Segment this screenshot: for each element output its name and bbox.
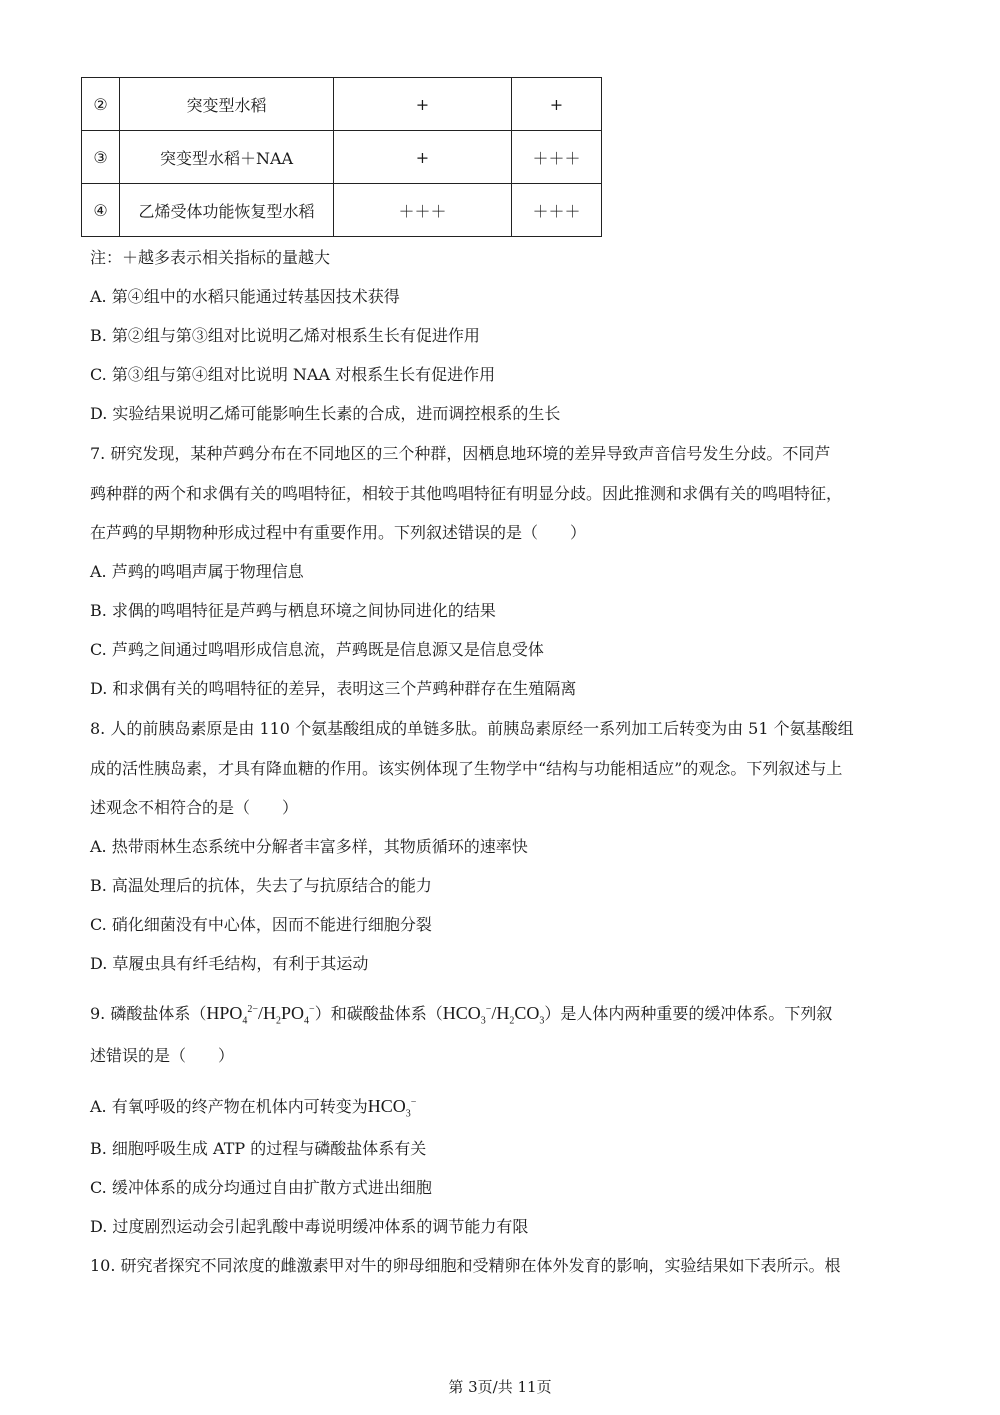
q7-option-c: C. 芦鹀之间通过鸣唱形成信息流，芦鹀既是信息源又是信息受体 bbox=[90, 640, 544, 659]
q9-stem-line-1 bbox=[90, 1000, 920, 1032]
indicator-1: + bbox=[334, 78, 512, 131]
table-row bbox=[82, 78, 602, 131]
hco3-formula bbox=[367, 1096, 417, 1120]
formula-sub: 3 bbox=[480, 1015, 486, 1027]
formula-text: H bbox=[263, 1003, 277, 1023]
q7-stem-line-2: 鹀种群的两个和求偶有关的鸣唱特征，相较于其他鸣唱特征有明显分歧。因此推测和求偶有关的鸣唱特征， bbox=[90, 484, 843, 503]
q9-option-a bbox=[90, 1093, 920, 1125]
group-material: 突变型水稻＋NAA bbox=[120, 131, 334, 184]
formula-sup: − bbox=[485, 1004, 492, 1015]
formula-sub: 4 bbox=[242, 1015, 248, 1027]
q7-stem-line-1: 7. 研究发现，某种芦鹀分布在不同地区的三个种群，因栖息地环境的差异导致声音信号发生分歧。不同芦 bbox=[90, 444, 831, 463]
q9-option-b: B. 细胞呼吸生成 ATP 的过程与磷酸盐体系有关 bbox=[90, 1139, 427, 1158]
hpo4-formula bbox=[206, 1003, 315, 1027]
q8-stem-line-2: 成的活性胰岛素，才具有降血糖的作用。该实例体现了生物学中“结构与功能相适应”的观念。下列叙述与上 bbox=[90, 759, 843, 778]
formula-sub: 4 bbox=[304, 1015, 310, 1027]
q8-option-a: A. 热带雨林生态系统中分解者丰富多样，其物质循环的速率快 bbox=[90, 837, 528, 856]
table-row bbox=[82, 184, 602, 237]
group-material: 乙烯受体功能恢复型水稻 bbox=[120, 184, 334, 237]
q9-stem-part-2: ）和碳酸盐体系（ bbox=[314, 1004, 443, 1023]
q6-option-b: B. 第②组与第③组对比说明乙烯对根系生长有促进作用 bbox=[90, 326, 480, 345]
indicator-2: ＋＋＋ bbox=[512, 184, 602, 237]
formula-slash: / bbox=[258, 1003, 264, 1023]
q7-option-d: D. 和求偶有关的鸣唱特征的差异，表明这三个芦鹀种群存在生殖隔离 bbox=[90, 679, 577, 698]
formula-text: CO bbox=[514, 1003, 540, 1023]
q8-option-c: C. 硝化细菌没有中心体，因而不能进行细胞分裂 bbox=[90, 915, 432, 934]
formula-sup: 2− bbox=[247, 1004, 259, 1015]
q9-option-d: D. 过度剧烈运动会引起乳酸中毒说明缓冲体系的调节能力有限 bbox=[90, 1217, 529, 1236]
table-row bbox=[82, 131, 602, 184]
formula-slash: / bbox=[491, 1003, 497, 1023]
formula-sub: 3 bbox=[405, 1108, 411, 1120]
indicator-1: + bbox=[334, 131, 512, 184]
formula-text: HCO bbox=[367, 1096, 406, 1116]
formula-text: HCO bbox=[442, 1003, 481, 1023]
q7-option-b: B. 求偶的鸣唱特征是芦鹀与栖息环境之间协同进化的结果 bbox=[90, 601, 496, 620]
q9-stem-part-3: ）是人体内两种重要的缓冲体系。下列叙 bbox=[544, 1004, 833, 1023]
q6-option-a: A. 第④组中的水稻只能通过转基因技术获得 bbox=[90, 287, 400, 306]
q9-stem-part-1: 9. 磷酸盐体系（ bbox=[90, 1004, 207, 1023]
q9-stem-line-2: 述错误的是（ ） bbox=[90, 1046, 235, 1065]
formula-text: H bbox=[496, 1003, 510, 1023]
q7-option-a: A. 芦鹀的鸣唱声属于物理信息 bbox=[90, 562, 304, 581]
group-number: ② bbox=[82, 78, 120, 131]
group-number: ③ bbox=[82, 131, 120, 184]
group-number: ④ bbox=[82, 184, 120, 237]
formula-sub: 3 bbox=[539, 1015, 545, 1027]
q6-option-d: D. 实验结果说明乙烯可能影响生长素的合成，进而调控根系的生长 bbox=[90, 404, 561, 423]
q9-option-c: C. 缓冲体系的成分均通过自由扩散方式进出细胞 bbox=[90, 1178, 432, 1197]
formula-text: HPO bbox=[206, 1003, 243, 1023]
formula-sup: − bbox=[309, 1004, 315, 1015]
formula-sub: 2 bbox=[276, 1015, 282, 1027]
formula-text: PO bbox=[281, 1003, 305, 1023]
indicator-2: ＋＋＋ bbox=[512, 131, 602, 184]
formula-sup: − bbox=[410, 1097, 417, 1108]
experiment-table bbox=[81, 77, 602, 237]
indicator-2: + bbox=[512, 78, 602, 131]
q7-stem-line-3: 在芦鹀的早期物种形成过程中有重要作用。下列叙述错误的是（ ） bbox=[90, 523, 587, 542]
hco3-formula bbox=[442, 1003, 545, 1027]
q6-option-c: C. 第③组与第④组对比说明 NAA 对根系生长有促进作用 bbox=[90, 365, 496, 384]
q9-option-a-text: A. 有氧呼吸的终产物在机体内可转变为 bbox=[90, 1097, 368, 1116]
formula-sub: 2 bbox=[509, 1015, 515, 1027]
group-material: 突变型水稻 bbox=[120, 78, 334, 131]
indicator-1: ＋＋＋ bbox=[334, 184, 512, 237]
q8-stem-line-1: 8. 人的前胰岛素原是由 110 个氨基酸组成的单链多肽。前胰岛素原经一系列加工后转变为由 51 个氨基酸组 bbox=[90, 719, 854, 738]
q8-option-d: D. 草履虫具有纤毛结构，有利于其运动 bbox=[90, 954, 369, 973]
q8-option-b: B. 高温处理后的抗体，失去了与抗原结合的能力 bbox=[90, 876, 432, 895]
page-footer: 第 3页/共 11页 bbox=[448, 1378, 552, 1396]
q10-stem-line-1: 10. 研究者探究不同浓度的雌激素甲对牛的卵母细胞和受精卵在体外发育的影响，实验结果如下表所示。根 bbox=[90, 1256, 841, 1275]
table-note: 注：＋越多表示相关指标的量越大 bbox=[90, 248, 331, 267]
q8-stem-line-3: 述观念不相符合的是（ ） bbox=[90, 798, 299, 817]
